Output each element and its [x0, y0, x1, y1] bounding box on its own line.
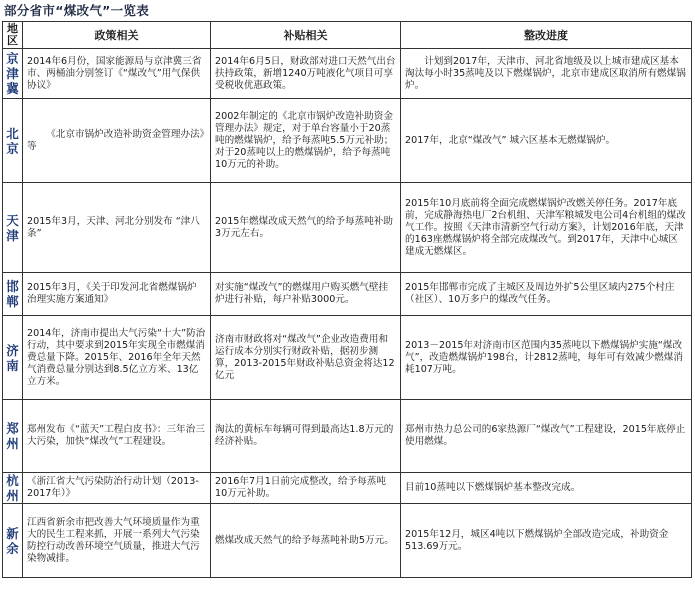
- progress-cell: 郑州市热力总公司的6家热源厂“煤改气”工程建设，2015年底停止使用燃煤。: [401, 400, 692, 473]
- table-row: [3, 400, 692, 473]
- page-title: 部分省市“煤改气”一览表: [4, 3, 150, 18]
- table-row: [3, 504, 692, 578]
- region-cell: 济南: [3, 316, 23, 400]
- region-cell: 邯郸: [3, 273, 23, 316]
- subsidy-cell: 对实施“煤改气”的燃煤用户购买燃气壁挂炉进行补贴，每户补贴3000元。: [211, 273, 401, 316]
- subsidy-cell: 2014年6月5日，财政部对进口天然气出台扶持政策，新增1240万吨液化气项目可享受税收优惠政策。: [211, 49, 401, 99]
- region-cell: 新余: [3, 504, 23, 578]
- policy-cell: 2015年3月，天津、河北分别发布 “津八条”: [23, 183, 211, 273]
- policy-cell: 2014年6月份，国家能源局与京津冀三省市、两桶油分别签订《“煤改气”用气保供协议》: [23, 49, 211, 99]
- progress-cell: 2013－2015年对济南市区范围内35蒸吨以下燃煤锅炉实施“煤改气”，改造燃煤锅炉198台，计2812蒸吨，每年可有效减少燃煤消耗107万吨。: [401, 316, 692, 400]
- progress-cell: 2015年邯郸市完成了主城区及周边外扩5公里区域内275个村庄（社区）、10万多户的煤改气任务。: [401, 273, 692, 316]
- policy-cell: 《浙江省大气污染防治行动计划（2013-2017年）》: [23, 473, 211, 504]
- subsidy-cell: 2016年7月1日前完成整改，给予每蒸吨10万元补助。: [211, 473, 401, 504]
- header-policy: 政策相关: [23, 22, 211, 49]
- header-progress: 整改进度: [401, 22, 692, 49]
- table-row: [3, 316, 692, 400]
- subsidy-cell: 济南市财政将对“煤改气”企业改造费用和运行成本分别实行财政补贴，据初步测算，2013-2015年财政补贴总资金将达12亿元: [211, 316, 401, 400]
- table-row: [3, 183, 692, 273]
- header-subsidy: 补贴相关: [211, 22, 401, 49]
- progress-cell: 2017年，北京“煤改气” 城六区基本无燃煤锅炉。: [401, 99, 692, 183]
- progress-cell: 2015年12月，城区4吨以下燃煤锅炉全部改造完成，补助资金513.69万元。: [401, 504, 692, 578]
- subsidy-cell: 淘汰的黄标车每辆可得到最高达1.8万元的经济补贴。: [211, 400, 401, 473]
- region-cell: 杭州: [3, 473, 23, 504]
- table-row: [3, 99, 692, 183]
- progress-cell: 2015年10月底前将全面完成燃煤锅炉改燃关停任务。2017年底前，完成静海热电厂2台机组、天津军粮城发电公司4台机组的煤改气工作。按照《天津市清新空气行动方案》，计划2016年底，天津的163座燃煤锅炉将全部完成煤改气。到2017年，天津中心城区建成无燃煤区。: [401, 183, 692, 273]
- subsidy-cell: 2002年制定的《北京市锅炉改造补助资金管理办法》规定，对于单台容量小于20蒸吨的燃煤锅炉，给予每蒸吨5.5万元补助；对于20蒸吨以上的燃煤锅炉，给予每蒸吨10万元的补助。: [211, 99, 401, 183]
- table-row: [3, 49, 692, 99]
- policy-cell: 郑州发布《“蓝天”工程白皮书》：三年治三大污染，加快“煤改气”工程建设。: [23, 400, 211, 473]
- region-cell: 郑州: [3, 400, 23, 473]
- policy-cell: 2014年，济南市提出大气污染“十大”防治行动，其中要求到2015年实现全市燃煤消费总量下降。2015年、2016年全年天然气消费总量分别达到8.5亿立方米、13亿立方米。: [23, 316, 211, 400]
- policy-table: [2, 21, 692, 578]
- table-row: [3, 273, 692, 316]
- region-cell: 京津冀: [3, 49, 23, 99]
- region-cell: 北京: [3, 99, 23, 183]
- region-cell: 天津: [3, 183, 23, 273]
- progress-cell: 目前10蒸吨以下燃煤锅炉基本整改完成。: [401, 473, 692, 504]
- policy-cell: 《北京市锅炉改造补助资金管理办法》等: [23, 99, 211, 183]
- subsidy-cell: 2015年燃煤改成天然气的给予每蒸吨补助3万元左右。: [211, 183, 401, 273]
- policy-cell: 江西省新余市把改善大气环境质量作为重大的民生工程来抓，开展一系列大气污染防控行动改善环境空气质量，推进大气污染物减排。: [23, 504, 211, 578]
- table-row: [3, 473, 692, 504]
- header-region: 地区: [3, 22, 23, 49]
- policy-cell: 2015年3月，《关于印发河北省燃煤锅炉治理实施方案通知》: [23, 273, 211, 316]
- subsidy-cell: 燃煤改成天然气的给予每蒸吨补助5万元。: [211, 504, 401, 578]
- table-header-row: [3, 22, 692, 49]
- progress-cell: 计划到2017年，天津市、河北省地级及以上城市建成区基本淘汰每小时35蒸吨及以下燃煤锅炉，北京市建成区取消所有燃煤锅炉。: [401, 49, 692, 99]
